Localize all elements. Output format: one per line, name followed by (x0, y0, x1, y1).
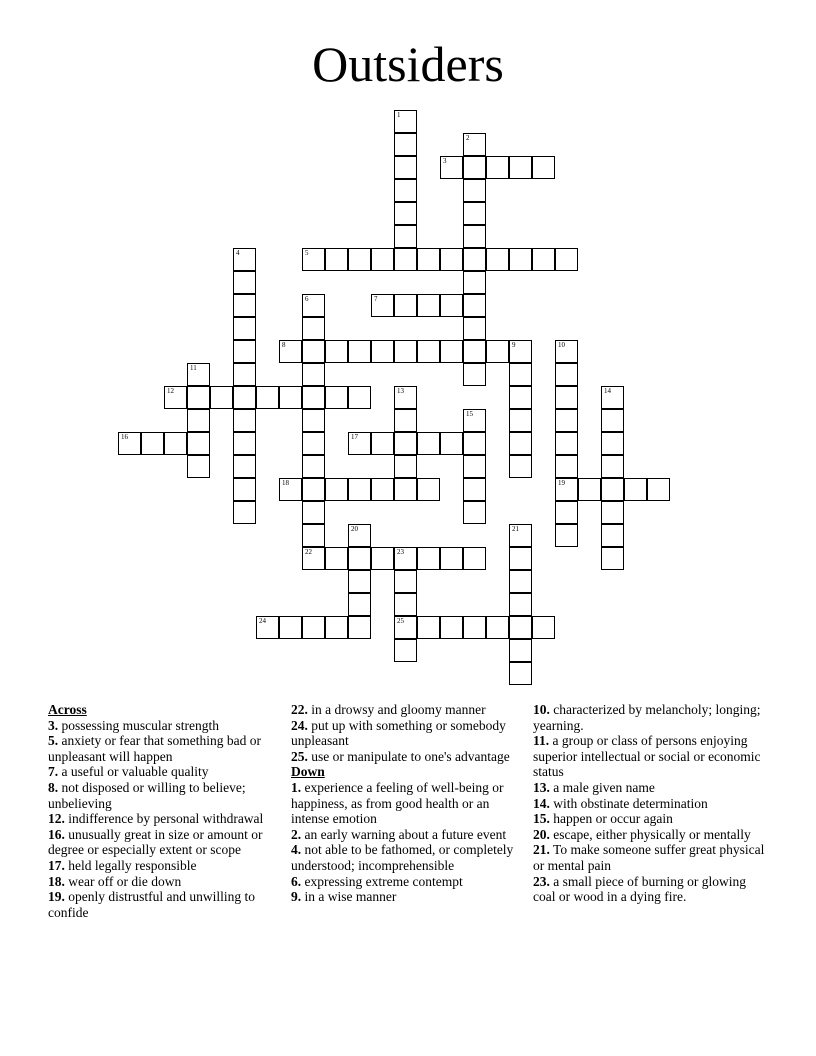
grid-cell[interactable] (348, 478, 371, 501)
grid-cell[interactable] (486, 248, 509, 271)
grid-cell[interactable] (555, 455, 578, 478)
grid-cell[interactable] (509, 616, 532, 639)
grid-cell[interactable] (601, 478, 624, 501)
grid-cell[interactable] (394, 547, 417, 570)
cell-number: 4 (236, 249, 240, 257)
grid-cell[interactable] (509, 340, 532, 363)
grid-cell[interactable] (394, 639, 417, 662)
grid-cell[interactable] (463, 179, 486, 202)
grid-cell[interactable] (302, 524, 325, 547)
grid-cell[interactable] (394, 294, 417, 317)
grid-cell[interactable] (394, 478, 417, 501)
grid-cell[interactable] (371, 294, 394, 317)
clue-down-6: 6. expressing extreme contempt (291, 873, 463, 889)
grid-cell[interactable] (233, 409, 256, 432)
grid-cell[interactable] (348, 524, 371, 547)
grid-cell[interactable] (233, 340, 256, 363)
clue-across-17: 17. held legally responsible (48, 857, 197, 873)
grid-cell[interactable] (417, 340, 440, 363)
grid-cell[interactable] (463, 547, 486, 570)
clues-column-2 (291, 702, 523, 905)
clue-down-10: 10. characterized by melancholy; longing; yearning. (533, 702, 761, 733)
grid-cell[interactable] (394, 616, 417, 639)
grid-cell[interactable] (233, 294, 256, 317)
clue-down-13: 13. a male given name (533, 779, 655, 795)
grid-cell[interactable] (440, 156, 463, 179)
cell-number: 17 (351, 433, 358, 441)
cell-number: 15 (466, 410, 473, 418)
grid-cell[interactable] (624, 478, 647, 501)
grid-cell[interactable] (394, 133, 417, 156)
clue-across-22: 22. in a drowsy and gloomy manner (291, 702, 486, 717)
grid-cell[interactable] (394, 202, 417, 225)
grid-cell[interactable] (555, 432, 578, 455)
cell-number: 19 (558, 479, 565, 487)
grid-cell[interactable] (348, 616, 371, 639)
grid-cell[interactable] (440, 432, 463, 455)
cell-number: 20 (351, 525, 358, 533)
grid-cell[interactable] (463, 363, 486, 386)
grid-cell[interactable] (394, 455, 417, 478)
clue-down-15: 15. happen or occur again (533, 811, 673, 827)
cell-number: 11 (190, 364, 197, 372)
clue-down-11: 11. a group or class of persons enjoying superior intellectual or social or economic status (533, 733, 761, 780)
grid-cell[interactable] (233, 386, 256, 409)
grid-cell[interactable] (486, 340, 509, 363)
cell-number: 5 (305, 249, 309, 257)
clues-column-1 (48, 702, 280, 920)
cell-number: 18 (282, 479, 289, 487)
cell-number: 10 (558, 341, 565, 349)
grid-cell[interactable] (509, 593, 532, 616)
grid-cell[interactable] (233, 501, 256, 524)
clues-column-3 (533, 702, 765, 905)
grid-cell[interactable] (187, 409, 210, 432)
cell-number: 3 (443, 157, 447, 165)
grid-cell[interactable] (325, 616, 348, 639)
grid-cell[interactable] (463, 501, 486, 524)
clue-across-7: 7. a useful or valuable quality (48, 764, 209, 780)
grid-cell[interactable] (302, 547, 325, 570)
grid-cell[interactable] (463, 409, 486, 432)
grid-cell[interactable] (233, 432, 256, 455)
grid-cell[interactable] (417, 432, 440, 455)
grid-cell[interactable] (279, 340, 302, 363)
grid-cell[interactable] (440, 294, 463, 317)
grid-cell[interactable] (371, 547, 394, 570)
grid-cell[interactable] (187, 455, 210, 478)
grid-cell[interactable] (417, 478, 440, 501)
grid-cell[interactable] (348, 340, 371, 363)
grid-cell[interactable] (256, 386, 279, 409)
grid-cell[interactable] (279, 616, 302, 639)
grid-cell[interactable] (532, 616, 555, 639)
grid-cell[interactable] (394, 248, 417, 271)
grid-cell[interactable] (601, 524, 624, 547)
grid-cell[interactable] (463, 225, 486, 248)
grid-cell[interactable] (509, 432, 532, 455)
clue-across-18: 18. wear off or die down (48, 873, 182, 889)
grid-cell[interactable] (302, 386, 325, 409)
grid-cell[interactable] (394, 156, 417, 179)
grid-cell[interactable] (302, 455, 325, 478)
grid-cell[interactable] (394, 179, 417, 202)
cell-number: 2 (466, 134, 470, 142)
grid-cell[interactable] (463, 340, 486, 363)
grid-cell[interactable] (509, 662, 532, 685)
cell-number: 6 (305, 295, 309, 303)
grid-cell[interactable] (440, 616, 463, 639)
grid-cell[interactable] (601, 386, 624, 409)
clue-down-20: 20. escape, either physically or mentally (533, 826, 751, 842)
grid-cell[interactable] (394, 110, 417, 133)
grid-cell[interactable] (417, 547, 440, 570)
cell-number: 16 (121, 433, 128, 441)
down-heading: Down (291, 764, 325, 780)
grid-cell[interactable] (555, 478, 578, 501)
grid-cell[interactable] (302, 501, 325, 524)
grid-cell[interactable] (509, 363, 532, 386)
grid-cell[interactable] (325, 386, 348, 409)
grid-cell[interactable] (463, 478, 486, 501)
grid-cell[interactable] (463, 294, 486, 317)
grid-cell[interactable] (187, 432, 210, 455)
grid-cell[interactable] (233, 455, 256, 478)
grid-cell[interactable] (463, 133, 486, 156)
grid-cell[interactable] (463, 271, 486, 294)
grid-cell[interactable] (463, 156, 486, 179)
grid-cell[interactable] (463, 248, 486, 271)
clue-down-9: 9. in a wise manner (291, 889, 397, 905)
clue-across-12: 12. indifference by personal withdrawal (48, 811, 264, 827)
grid-cell[interactable] (325, 547, 348, 570)
grid-cell[interactable] (463, 202, 486, 225)
cell-number: 22 (305, 548, 312, 556)
grid-cell[interactable] (302, 616, 325, 639)
grid-cell[interactable] (302, 248, 325, 271)
grid-cell[interactable] (509, 455, 532, 478)
grid-cell[interactable] (371, 248, 394, 271)
grid-cell[interactable] (555, 340, 578, 363)
grid-cell[interactable] (555, 501, 578, 524)
grid-cell[interactable] (371, 478, 394, 501)
grid-cell[interactable] (348, 570, 371, 593)
clue-across-19: 19. openly distrustful and unwilling to confide (48, 889, 255, 920)
grid-cell[interactable] (164, 432, 187, 455)
puzzle-title: Outsiders (312, 36, 504, 92)
grid-cell[interactable] (371, 432, 394, 455)
grid-cell[interactable] (463, 317, 486, 340)
grid-cell[interactable] (302, 409, 325, 432)
grid-cell[interactable] (394, 570, 417, 593)
grid-cell[interactable] (601, 501, 624, 524)
grid-cell[interactable] (348, 547, 371, 570)
grid-cell[interactable] (417, 616, 440, 639)
grid-cell[interactable] (486, 156, 509, 179)
grid-cell[interactable] (509, 570, 532, 593)
grid-cell[interactable] (187, 363, 210, 386)
grid-cell[interactable] (555, 524, 578, 547)
grid-cell[interactable] (486, 616, 509, 639)
cell-number: 1 (397, 111, 401, 119)
grid-cell[interactable] (325, 340, 348, 363)
grid-cell[interactable] (509, 156, 532, 179)
grid-cell[interactable] (348, 386, 371, 409)
cell-number: 14 (604, 387, 611, 395)
grid-cell[interactable] (394, 593, 417, 616)
grid-cell[interactable] (509, 409, 532, 432)
clue-down-14: 14. with obstinate determination (533, 795, 708, 811)
grid-cell[interactable] (325, 478, 348, 501)
grid-cell[interactable] (348, 248, 371, 271)
clue-down-4: 4. not able to be fathomed, or completely understood; incomprehensible (291, 842, 514, 873)
grid-cell[interactable] (302, 294, 325, 317)
cell-number: 25 (397, 617, 404, 625)
grid-cell[interactable] (233, 478, 256, 501)
grid-cell[interactable] (118, 432, 141, 455)
grid-cell[interactable] (463, 616, 486, 639)
grid-cell[interactable] (532, 156, 555, 179)
grid-cell[interactable] (532, 248, 555, 271)
grid-cell[interactable] (394, 225, 417, 248)
grid-cell[interactable] (463, 455, 486, 478)
cell-number: 9 (512, 341, 516, 349)
grid-cell[interactable] (440, 248, 463, 271)
clue-down-21: 21. To make someone suffer great physical or mental pain (533, 842, 765, 873)
clue-down-2: 2. an early warning about a future event (291, 826, 507, 842)
clue-across-16: 16. unusually great in size or amount or degree or especially extent or scope (48, 826, 263, 858)
grid-cell[interactable] (463, 432, 486, 455)
clue-across-25: 25. use or manipulate to one's advantage (291, 748, 510, 764)
grid-cell[interactable] (647, 478, 670, 501)
grid-cell[interactable] (371, 340, 394, 363)
grid-cell[interactable] (302, 340, 325, 363)
cell-number: 7 (374, 295, 378, 303)
grid-cell[interactable] (509, 524, 532, 547)
grid-cell[interactable] (279, 478, 302, 501)
grid-cell[interactable] (233, 363, 256, 386)
clue-across-8: 8. not disposed or willing to believe; unbelieving (48, 779, 246, 811)
grid-cell[interactable] (555, 409, 578, 432)
grid-cell[interactable] (578, 478, 601, 501)
grid-cell[interactable] (555, 386, 578, 409)
grid-cell[interactable] (348, 432, 371, 455)
cell-number: 23 (397, 548, 404, 556)
grid-cell[interactable] (302, 317, 325, 340)
grid-cell[interactable] (394, 432, 417, 455)
across-heading: Across (48, 702, 87, 717)
grid-cell[interactable] (302, 363, 325, 386)
grid-cell[interactable] (187, 386, 210, 409)
clue-across-5: 5. anxiety or fear that something bad or unpleasant will happen (48, 733, 261, 764)
grid-cell[interactable] (348, 593, 371, 616)
grid-cell[interactable] (302, 478, 325, 501)
cell-number: 8 (282, 341, 286, 349)
grid-cell[interactable] (440, 547, 463, 570)
grid-cell[interactable] (509, 386, 532, 409)
grid-cell[interactable] (417, 294, 440, 317)
cell-number: 21 (512, 525, 519, 533)
grid-cell[interactable] (325, 248, 348, 271)
grid-cell[interactable] (601, 547, 624, 570)
grid-cell[interactable] (509, 248, 532, 271)
clue-down-1: 1. experience a feeling of well-being or happiness, as from good health or an intense emotion (291, 779, 504, 827)
grid-cell[interactable] (440, 340, 463, 363)
cell-number: 13 (397, 387, 404, 395)
grid-cell[interactable] (164, 386, 187, 409)
grid-cell[interactable] (601, 409, 624, 432)
clue-across-3: 3. possessing muscular strength (48, 717, 219, 733)
grid-cell[interactable] (210, 386, 233, 409)
grid-cell[interactable] (555, 248, 578, 271)
cell-number: 24 (259, 617, 266, 625)
grid-cell[interactable] (141, 432, 164, 455)
grid-cell[interactable] (394, 340, 417, 363)
grid-cell[interactable] (233, 271, 256, 294)
grid-cell[interactable] (256, 616, 279, 639)
grid-cell[interactable] (509, 639, 532, 662)
grid-cell[interactable] (601, 455, 624, 478)
grid-cell[interactable] (555, 363, 578, 386)
clue-down-23: 23. a small piece of burning or glowing coal or wood in a dying fire. (533, 873, 746, 905)
grid-cell[interactable] (394, 386, 417, 409)
clue-across-24: 24. put up with something or somebody unpleasant (291, 717, 506, 749)
grid-cell[interactable] (233, 248, 256, 271)
grid-cell[interactable] (233, 317, 256, 340)
grid-cell[interactable] (601, 432, 624, 455)
grid-cell[interactable] (279, 386, 302, 409)
grid-cell[interactable] (509, 547, 532, 570)
grid-cell[interactable] (394, 409, 417, 432)
grid-cell[interactable] (302, 432, 325, 455)
grid-cell[interactable] (417, 248, 440, 271)
cell-number: 12 (167, 387, 174, 395)
